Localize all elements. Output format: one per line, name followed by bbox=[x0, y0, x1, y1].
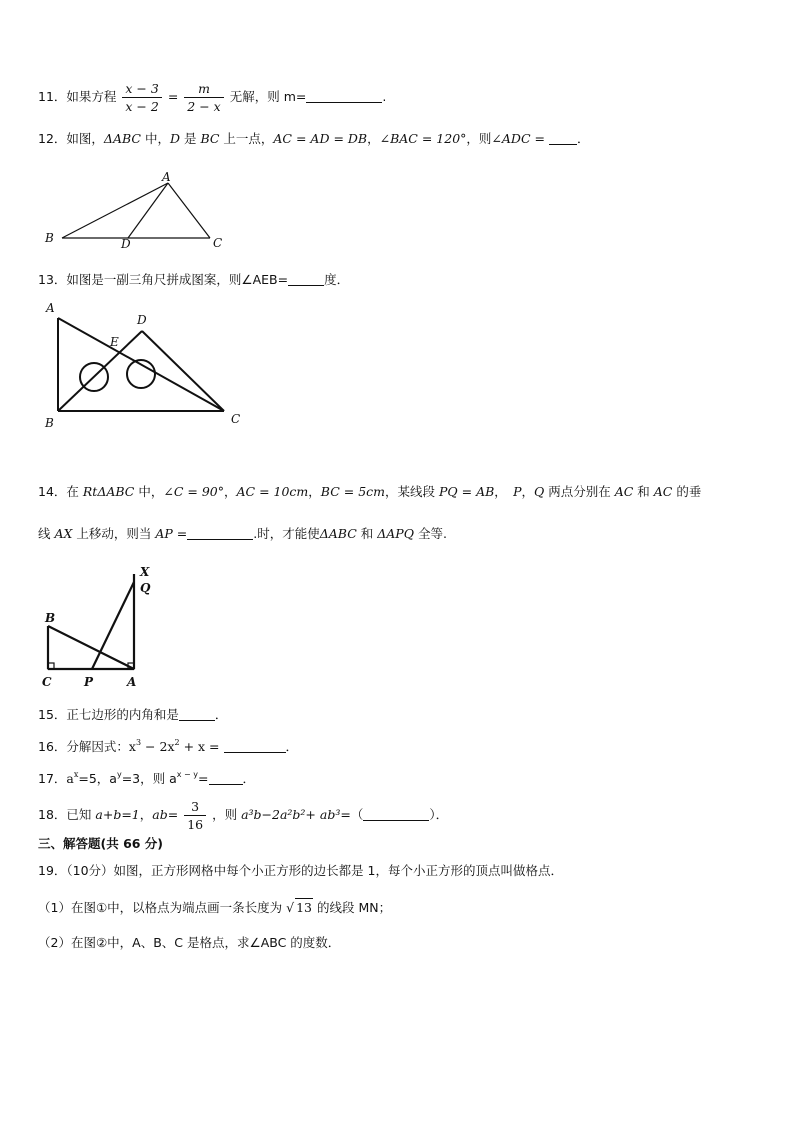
label-c: C bbox=[231, 412, 241, 426]
question-19-part-1: （1）在图①中，以格点为端点画一条长度为 √ 13 的线段 MN； bbox=[38, 900, 392, 915]
label-x: X bbox=[140, 565, 150, 579]
label-d: D bbox=[137, 313, 147, 327]
label-b: B bbox=[45, 416, 54, 430]
label-c: C bbox=[213, 236, 223, 250]
question-13: 13．如图是一副三角尺拼成图案，则∠AEB= 度． bbox=[38, 272, 350, 287]
figure-13-set-squares bbox=[38, 298, 248, 434]
sqrt-sign: √ bbox=[286, 900, 295, 915]
figure-14-right-triangles bbox=[38, 562, 168, 692]
answer-blank-14[interactable] bbox=[187, 525, 253, 540]
question-17: 17．$a^x=5$，$a^y=3$，则 $a^{x - y}=$ ． bbox=[38, 770, 256, 786]
answer-blank-18[interactable] bbox=[363, 806, 429, 821]
label-q: Q bbox=[140, 581, 151, 595]
label-a: A bbox=[46, 301, 55, 315]
answer-blank-13[interactable] bbox=[288, 271, 324, 286]
answer-blank-16[interactable] bbox=[224, 738, 286, 753]
label-a: A bbox=[127, 675, 137, 689]
label-e: E bbox=[110, 335, 119, 349]
label-d: D bbox=[121, 237, 131, 251]
question-12: 12．如图，ΔABC 中，D 是 BC 上一点，AC = AD = DB，∠BAC = 120°，则∠ADC = ． bbox=[38, 131, 590, 146]
question-11: 11．如果方程 $\frac{x - 3}{x - 2}$ = $\frac{m}{2 - x}$ 无解，则 m= . bbox=[38, 81, 387, 114]
question-18: 18．已知 a+b=1，ab= $\frac{3}{16}$ ，则 a³b−2a²b²+ ab³=（ ）． bbox=[38, 799, 449, 832]
question-19: 19．（10分）如图，正方形网格中每个小正方形的边长都是 1，每个小正方形的顶点叫做格点． bbox=[38, 863, 563, 878]
question-14-line-2: 线 AX 上移动，则当 AP = .时，才能使ΔABC 和 ΔAPQ 全等. bbox=[38, 526, 447, 541]
answer-blank-15[interactable] bbox=[179, 706, 215, 721]
question-15: 15．正七边形的内角和是 ． bbox=[38, 707, 228, 722]
label-b: B bbox=[45, 611, 56, 625]
answer-blank-17[interactable] bbox=[209, 770, 243, 785]
label-p: P bbox=[84, 675, 94, 689]
fraction-11a: $\frac{x - 3}{x - 2}$ bbox=[122, 80, 161, 115]
label-c: C bbox=[42, 675, 52, 689]
question-14-line-1: 14．在 RtΔABC 中，∠C = 90°，AC = 10cm，BC = 5cm，某线段 PQ = AB， P，Q 两点分别在 AC 和 AC 的垂 bbox=[38, 484, 702, 499]
label-a: A bbox=[162, 170, 171, 184]
answer-blank-12[interactable] bbox=[549, 130, 577, 145]
section-heading: 三、解答题(共 66 分) bbox=[38, 836, 164, 851]
question-16: 16．分解因式：$x^3 - 2x^2 + x$ = ． bbox=[38, 738, 299, 754]
label-b: B bbox=[45, 231, 54, 245]
figure-12-triangle bbox=[38, 168, 238, 252]
answer-blank-11[interactable] bbox=[306, 88, 382, 103]
question-19-part-2: （2）在图②中，A、B、C 是格点，求∠ABC 的度数． bbox=[38, 935, 341, 950]
fraction-11b: $\frac{m}{2 - x}$ bbox=[184, 80, 223, 115]
fraction-18: $\frac{3}{16}$ bbox=[184, 798, 206, 833]
